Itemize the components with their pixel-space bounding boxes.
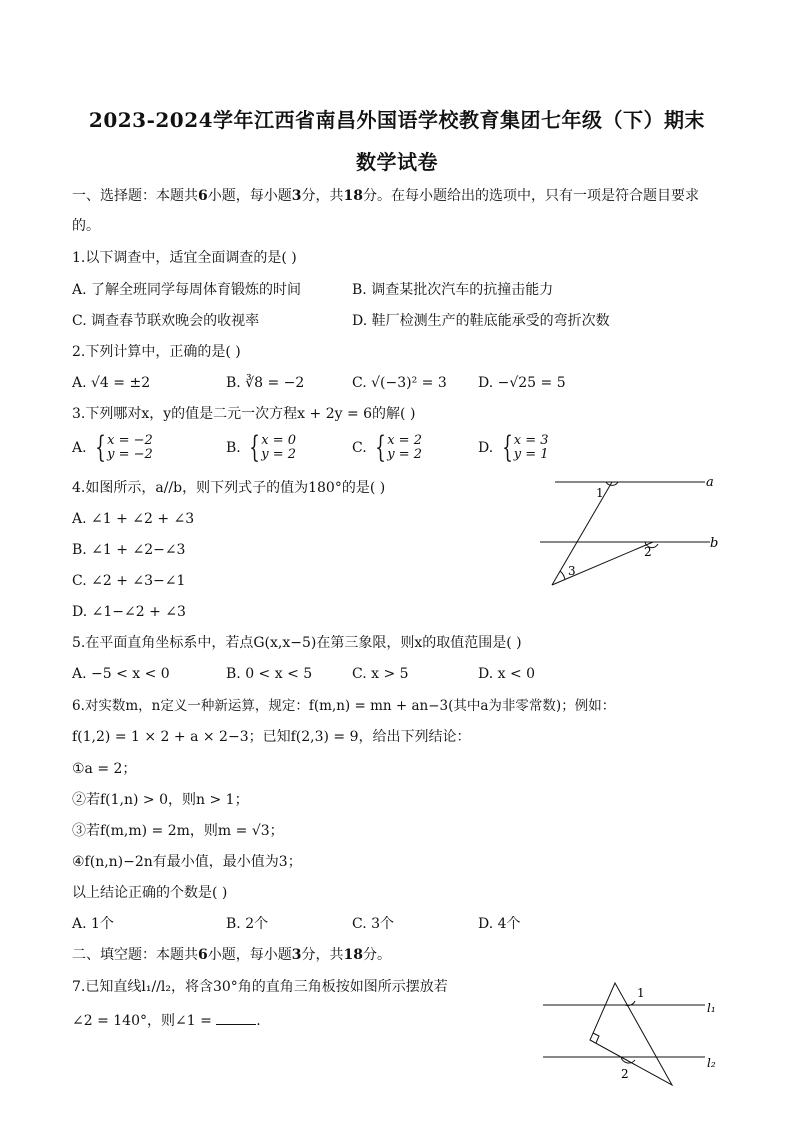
brace-icon: {	[501, 430, 513, 465]
q6-conclusion-1: ①a = 2；	[72, 761, 137, 777]
q2-option-b: B. ∛8 = −2	[226, 375, 305, 391]
q5-option-c: C. x > 5	[352, 666, 409, 682]
q6-option-c: C. 3个	[352, 916, 395, 932]
section1-points: 3	[291, 188, 302, 204]
section2-count: 6	[198, 947, 208, 963]
q3-c-row1: x = 2	[387, 433, 422, 448]
q3-b-row2: y = 2	[261, 447, 297, 462]
label-angle-1: 1	[637, 986, 645, 1000]
q2-stem: 2.下列计算中，正确的是( )	[72, 344, 241, 360]
section1-total: 18	[343, 188, 363, 204]
section2-points: 3	[291, 947, 302, 963]
q6-conclusion-3: ③若f(m,m) = 2m，则m = √3；	[72, 823, 284, 839]
q3-option-a	[72, 430, 153, 465]
q3-b-row1: x = 0	[261, 433, 297, 448]
section1-count: 6	[198, 188, 208, 204]
q1-option-d: D. 鞋厂检测生产的鞋底能承受的弯折次数	[352, 313, 610, 329]
brace-icon: {	[95, 430, 106, 465]
q5-option-a: A. −5 < x < 0	[72, 666, 170, 682]
q3-a-row2: y = −2	[107, 447, 153, 462]
label-angle-2: 2	[644, 545, 652, 559]
q4-stem: 4.如图所示，a//b，则下列式子的值为180°的是( )	[72, 480, 386, 496]
section1-heading-cont: 的。	[72, 218, 100, 234]
right-angle-mark	[593, 1033, 599, 1043]
section1-text-d: 分。在每小题给出的选项中，只有一项是符合题目要求	[362, 188, 699, 204]
label-angle-1: 1	[596, 486, 604, 500]
section1-text-c: 分，共	[301, 188, 344, 204]
label-angle-3: 3	[568, 564, 576, 578]
title-line-2: 数学试卷	[356, 150, 438, 174]
q3-d-label: D.	[478, 440, 494, 456]
section2-heading	[72, 946, 391, 964]
q7-line-1: 7.已知直线l₁//l₂，将含30°角的直角三角板按如图所示摆放若	[72, 979, 448, 995]
q1-stem: 1.以下调查中，适宜全面调查的是( )	[72, 250, 297, 266]
label-angle-2: 2	[621, 1067, 629, 1081]
q3-b-label: B.	[226, 440, 241, 456]
q4-option-a: A. ∠1 + ∠2 + ∠3	[72, 511, 195, 527]
q6-option-d: D. 4个	[478, 916, 521, 932]
q2-option-d: D. −√25 = 5	[478, 375, 566, 391]
q7-line-2	[72, 1010, 261, 1030]
q3-d-row2: y = 1	[513, 447, 549, 462]
q3-a-row1: x = −2	[107, 433, 153, 448]
q5-option-b: B. 0 < x < 5	[226, 666, 313, 682]
q4-option-c: C. ∠2 + ∠3−∠1	[72, 573, 186, 589]
section2-total: 18	[343, 947, 363, 963]
q7-text: ∠2 = 140°，则∠1 =	[72, 1013, 212, 1029]
q6-option-a: A. 1个	[72, 916, 114, 932]
label-l2: l₂	[707, 1056, 716, 1070]
q4-option-b: B. ∠1 + ∠2−∠3	[72, 542, 186, 558]
q6-conclusion-2: ②若f(1,n) > 0，则n > 1；	[72, 792, 249, 808]
q3-d-row1: x = 3	[513, 433, 549, 448]
label-a: a	[706, 475, 714, 490]
triangle-ruler	[590, 983, 672, 1085]
q3-stem: 3.下列哪对x，y的值是二元一次方程x + 2y = 6的解( )	[72, 406, 416, 422]
q3-option-c	[352, 430, 422, 465]
section1-text-b: 小题，每小题	[207, 188, 292, 204]
q7-figure	[535, 975, 735, 1090]
section2-text-c: 分，共	[301, 947, 344, 963]
section2-text-a: 二、填空题：本题共	[72, 947, 198, 963]
angle-3-arc	[560, 571, 565, 580]
label-b: b	[710, 536, 719, 551]
q6-option-b: B. 2个	[226, 916, 269, 932]
answer-blank[interactable]	[216, 1010, 256, 1025]
q2-option-c: C. √(−3)² = 3	[352, 375, 447, 391]
label-l1: l₁	[707, 1001, 716, 1015]
q4-figure	[530, 470, 730, 595]
q3-option-b	[226, 430, 297, 465]
q3-c-row2: y = 2	[387, 447, 422, 462]
q4-option-d: D. ∠1−∠2 + ∠3	[72, 604, 186, 620]
q1-option-c: C. 调查春节联欢晚会的收视率	[72, 313, 260, 329]
q3-c-label: C.	[352, 440, 367, 456]
title-line-1: 2023-2024学年江西省南昌外国语学校教育集团七年级（下）期末	[88, 108, 706, 132]
q1-option-b: B. 调查某批次汽车的抗撞击能力	[352, 282, 554, 298]
brace-icon: {	[249, 430, 261, 465]
section2-text-b: 小题，每小题	[207, 947, 292, 963]
brace-icon: {	[375, 430, 386, 465]
q3-option-d	[478, 430, 549, 465]
section1-heading	[72, 187, 699, 205]
q6-conclusion-4: ④f(n,n)−2n有最小值，最小值为3；	[72, 854, 302, 870]
q1-option-a: A. 了解全班同学每周体育锻炼的时间	[72, 282, 302, 298]
q6-stem-3: 以上结论正确的个数是( )	[72, 885, 228, 901]
q3-a-label: A.	[72, 440, 87, 456]
q5-stem: 5.在平面直角坐标系中，若点G(x,x−5)在第三象限，则x的取值范围是( )	[72, 635, 522, 651]
q5-option-d: D. x < 0	[478, 666, 536, 682]
section1-text-a: 一、选择题：本题共	[72, 188, 198, 204]
q2-option-a: A. √4 = ±2	[72, 375, 151, 391]
section2-text-d: 分。	[362, 947, 391, 963]
q6-stem-1: 6.对实数m，n定义一种新运算，规定：f(m,n) = mn + an−3(其中a为非零常数)；例如：	[72, 698, 616, 714]
q7-period: .	[256, 1013, 261, 1029]
q6-stem-2: f(1,2) = 1 × 2 + a × 2−3；已知f(2,3) = 9，给出下列结论：	[72, 729, 471, 745]
